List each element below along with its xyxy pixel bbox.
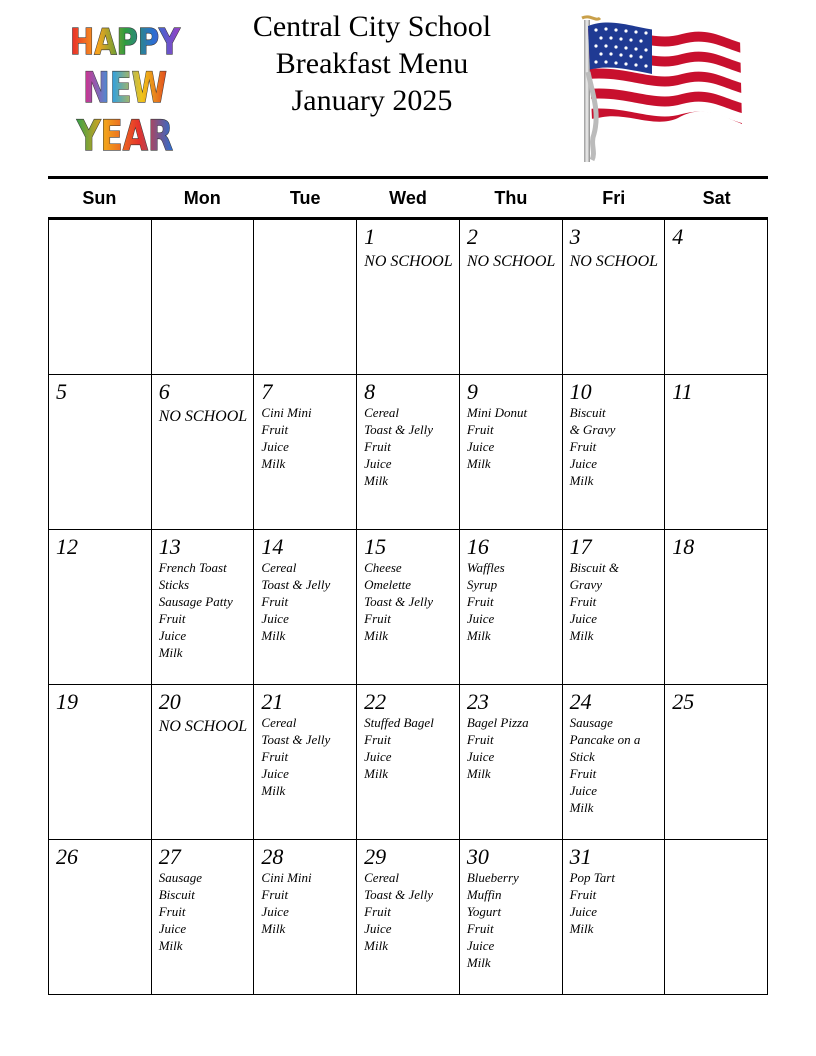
menu-item: Milk — [261, 628, 286, 643]
calendar-day-cell — [665, 375, 768, 530]
menu-items — [261, 404, 356, 472]
day-number: 30 — [466, 844, 489, 869]
weekday-fri: Fri — [602, 188, 626, 208]
menu-item: Milk — [569, 921, 594, 936]
day-number: 3 — [569, 224, 581, 249]
calendar-day-cell — [460, 685, 563, 840]
menu-items — [364, 404, 459, 489]
day-number: 28 — [261, 844, 284, 869]
menu-item: Fruit — [466, 921, 494, 936]
calendar-day-cell — [563, 685, 666, 840]
calendar-day-cell — [563, 375, 666, 530]
day-number: 20 — [158, 689, 181, 714]
day-number: 23 — [466, 689, 489, 714]
menu-item: Fruit — [158, 904, 186, 919]
menu-item: & Gravy — [569, 422, 616, 437]
day-number: 15 — [364, 534, 387, 559]
weekday-mon: Mon — [183, 188, 221, 208]
menu-items — [261, 559, 356, 644]
menu-item: Juice — [569, 611, 597, 626]
menu-items — [364, 714, 459, 782]
menu-item: Omelette — [364, 577, 412, 592]
menu-item: Fruit — [364, 904, 391, 919]
day-number: 27 — [158, 844, 181, 869]
menu-item: Juice — [466, 938, 495, 953]
menu-item: Juice — [261, 439, 289, 454]
menu-item: Fruit — [364, 611, 391, 626]
no-school-note: NO SCHOOL — [466, 253, 556, 270]
menu-item: Sausage — [158, 870, 203, 885]
day-number: 24 — [569, 689, 592, 714]
menu-item: Milk — [364, 938, 388, 953]
menu-item: Milk — [466, 766, 491, 781]
no-school-note: NO SCHOOL — [158, 718, 248, 735]
calendar-day-cell — [152, 530, 255, 685]
calendar-day-cell — [563, 840, 666, 995]
logo-text-new: NEW — [83, 63, 167, 112]
menu-item: Milk — [569, 628, 594, 643]
menu-month: January 2025 — [291, 84, 453, 117]
menu-items — [261, 869, 356, 937]
day-number: 25 — [672, 689, 695, 714]
calendar-day-cell — [665, 220, 768, 375]
menu-item: Cheese — [364, 560, 402, 575]
day-number: 26 — [56, 844, 78, 869]
menu-item: Syrup — [466, 577, 498, 592]
day-number: 11 — [672, 379, 693, 404]
menu-item: Cini Mini — [261, 405, 312, 420]
calendar-day-cell — [665, 840, 768, 995]
calendar-day-cell — [563, 220, 666, 375]
menu-item: Juice — [261, 904, 289, 919]
menu-items — [467, 559, 562, 644]
menu-item: Milk — [261, 456, 286, 471]
weekday-tue: Tue — [289, 188, 321, 208]
menu-item: Toast & Jelly — [261, 577, 331, 592]
calendar-day-cell — [665, 530, 768, 685]
day-number: 22 — [364, 689, 387, 714]
calendar-day-cell — [460, 375, 563, 530]
menu-item: Muffin — [466, 887, 502, 902]
menu-item: Fruit — [261, 749, 289, 764]
calendar-day-cell — [152, 840, 255, 995]
day-number: 29 — [364, 844, 387, 869]
menu-items — [467, 404, 562, 472]
menu-item: Fruit — [261, 887, 289, 902]
menu-item: Fruit — [569, 439, 597, 454]
menu-item: Pop Tart — [569, 870, 615, 885]
menu-item: Toast & Jelly — [261, 732, 331, 747]
menu-item: Sticks — [158, 577, 190, 592]
menu-item: Juice — [466, 611, 495, 626]
day-number: 7 — [261, 379, 273, 404]
calendar-day-cell — [254, 840, 357, 995]
menu-item: Milk — [261, 921, 286, 936]
happy-new-year-logo — [66, 14, 184, 158]
calendar — [48, 176, 768, 995]
menu-item: Milk — [466, 628, 491, 643]
day-number: 2 — [466, 224, 478, 249]
menu-item: Juice — [569, 456, 597, 471]
menu-item: Milk — [158, 645, 183, 660]
menu-item: Juice — [261, 766, 289, 781]
calendar-day-cell — [152, 220, 255, 375]
calendar-day-cell — [460, 220, 563, 375]
no-school-note: NO SCHOOL — [158, 408, 248, 425]
day-number: 13 — [158, 534, 181, 559]
menu-item: Fruit — [261, 594, 289, 609]
day-number: 10 — [569, 379, 592, 404]
menu-item: Milk — [466, 955, 491, 970]
menu-item: Milk — [569, 473, 594, 488]
menu-item: Waffles — [466, 560, 505, 575]
menu-title — [222, 8, 522, 119]
no-school-note: NO SCHOOL — [364, 253, 453, 270]
day-number: 19 — [56, 689, 78, 714]
menu-item: Sausage — [569, 715, 613, 730]
calendar-day-cell — [357, 220, 460, 375]
menu-items — [570, 404, 665, 489]
calendar-day-cell — [357, 685, 460, 840]
menu-item: Juice — [569, 783, 597, 798]
menu-item: Fruit — [364, 732, 391, 747]
menu-item: Fruit — [364, 439, 391, 454]
menu-item: Biscuit — [158, 887, 195, 902]
menu-item: Pancake on a — [569, 732, 641, 747]
menu-item: Cereal — [261, 715, 297, 730]
menu-item: Juice — [364, 921, 392, 936]
menu-item: Bagel Pizza — [466, 715, 529, 730]
menu-item: Fruit — [569, 594, 597, 609]
menu-items — [159, 559, 254, 661]
menu-item: Fruit — [569, 887, 597, 902]
menu-item: Cini Mini — [261, 870, 312, 885]
menu-item: Cereal — [364, 870, 400, 885]
calendar-grid — [48, 220, 768, 995]
calendar-day-cell — [49, 685, 152, 840]
menu-item: Fruit — [158, 611, 186, 626]
day-number: 17 — [569, 534, 592, 559]
menu-item: Mini Donut — [466, 405, 528, 420]
day-number: 5 — [56, 379, 67, 404]
calendar-day-cell — [254, 685, 357, 840]
weekday-sun: Sun — [82, 188, 117, 208]
menu-name: Breakfast Menu — [275, 47, 469, 80]
menu-item: Milk — [364, 473, 388, 488]
menu-items — [364, 559, 459, 644]
menu-item: Blueberry — [466, 870, 519, 885]
calendar-day-cell — [254, 375, 357, 530]
menu-item: Milk — [569, 800, 594, 815]
day-number: 12 — [56, 534, 78, 559]
calendar-day-cell — [152, 685, 255, 840]
menu-item: Sausage Patty — [158, 594, 233, 609]
menu-item: Milk — [364, 628, 388, 643]
calendar-day-cell — [49, 220, 152, 375]
calendar-day-cell — [49, 530, 152, 685]
menu-item: Milk — [261, 783, 286, 798]
day-number: 16 — [466, 534, 489, 559]
day-number: 21 — [261, 689, 284, 714]
menu-items — [364, 869, 459, 954]
menu-item: Biscuit & — [569, 560, 620, 575]
menu-item: Toast & Jelly — [364, 422, 433, 437]
day-number: 6 — [158, 379, 170, 404]
menu-items — [467, 714, 562, 782]
calendar-day-cell — [460, 840, 563, 995]
menu-item: Fruit — [466, 732, 494, 747]
no-school-note: NO SCHOOL — [569, 253, 659, 270]
menu-item: Juice — [466, 749, 495, 764]
day-number: 31 — [569, 844, 592, 869]
day-number: 9 — [466, 379, 478, 404]
menu-items — [159, 869, 254, 954]
menu-item: Juice — [158, 921, 187, 936]
logo-text-happy: HAPPY — [70, 22, 181, 63]
day-number: 4 — [672, 224, 684, 249]
calendar-day-cell — [152, 375, 255, 530]
menu-item: French Toast — [158, 560, 227, 575]
calendar-day-cell — [357, 375, 460, 530]
weekday-sat: Sat — [702, 188, 731, 208]
menu-items — [570, 714, 665, 816]
menu-item: Toast & Jelly — [364, 594, 433, 609]
calendar-day-cell — [357, 840, 460, 995]
calendar-day-cell — [665, 685, 768, 840]
calendar-day-cell — [357, 530, 460, 685]
menu-item: Juice — [261, 611, 289, 626]
menu-item: Fruit — [466, 422, 494, 437]
menu-items — [570, 869, 665, 937]
calendar-day-cell — [460, 530, 563, 685]
calendar-day-cell — [254, 530, 357, 685]
menu-item: Milk — [158, 938, 183, 953]
day-number: 1 — [364, 224, 376, 249]
menu-item: Stuffed Bagel — [364, 715, 434, 730]
menu-item: Juice — [364, 749, 392, 764]
menu-item: Toast & Jelly — [364, 887, 433, 902]
menu-item: Juice — [466, 439, 495, 454]
menu-item: Juice — [569, 904, 597, 919]
menu-item: Fruit — [569, 766, 597, 781]
logo-text-year: YEAR — [76, 111, 173, 160]
menu-item: Juice — [364, 456, 392, 471]
menu-item: Juice — [158, 628, 187, 643]
menu-item: Yogurt — [466, 904, 502, 919]
day-number: 8 — [364, 379, 376, 404]
menu-item: Fruit — [261, 422, 289, 437]
menu-item: Biscuit — [569, 405, 606, 420]
menu-item: Milk — [466, 456, 491, 471]
menu-item: Fruit — [466, 594, 494, 609]
menu-item: Stick — [569, 749, 595, 764]
menu-item: Cereal — [364, 405, 400, 420]
day-number: 14 — [261, 534, 284, 559]
weekday-wed: Wed — [389, 188, 427, 208]
menu-items — [261, 714, 356, 799]
weekday-thu: Thu — [494, 188, 528, 208]
american-flag-icon — [570, 12, 746, 162]
menu-item: Cereal — [261, 560, 297, 575]
menu-item: Gravy — [569, 577, 603, 592]
calendar-day-cell — [49, 840, 152, 995]
school-name: Central City School — [252, 10, 492, 43]
day-number: 18 — [672, 534, 695, 559]
calendar-day-cell — [254, 220, 357, 375]
calendar-day-cell — [49, 375, 152, 530]
menu-items — [570, 559, 665, 644]
calendar-day-cell — [563, 530, 666, 685]
weekday-header — [48, 176, 768, 220]
menu-items — [467, 869, 562, 971]
menu-item: Milk — [364, 766, 388, 781]
